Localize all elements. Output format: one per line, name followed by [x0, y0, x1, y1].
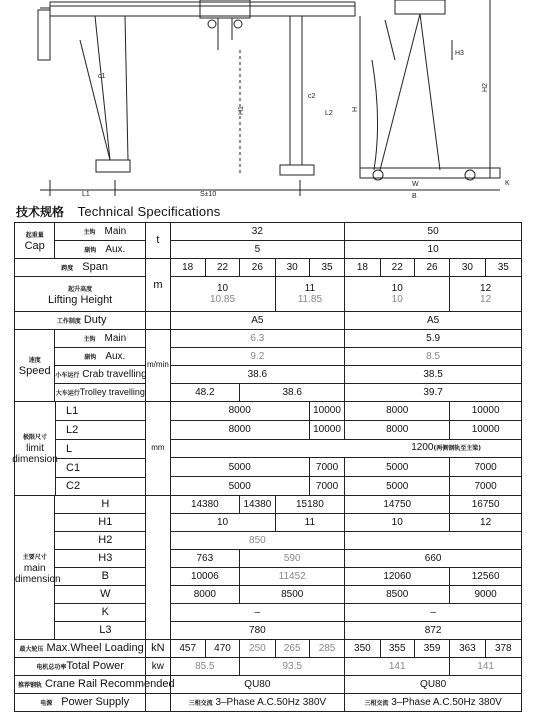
cell: 470: [205, 640, 239, 658]
cap-main-label: 主钩 Main: [55, 223, 146, 241]
row-speed-aux: [15, 348, 522, 366]
cell: 7000: [309, 458, 344, 477]
dim-h-label: H: [55, 496, 146, 514]
cell: 35: [309, 259, 344, 277]
supply-unit: [146, 694, 170, 712]
row-dim-h1: [15, 514, 522, 532]
limit-l-label: L: [56, 440, 145, 459]
cell: 7000: [450, 477, 522, 496]
cell: 1200(两侧钢轨至主梁): [170, 439, 521, 458]
cell: 8000: [170, 402, 309, 421]
drawing-label-h: H: [352, 106, 359, 112]
cell: 50: [345, 223, 522, 241]
limit-l1-label: L1: [56, 402, 145, 421]
cell: 30: [450, 259, 485, 277]
cell: 10000: [309, 420, 344, 439]
limit-label: 极限尺寸 limit dimension: [15, 402, 56, 495]
drawing-label-s10: S±10: [200, 191, 217, 198]
limit-l2-label: L2: [56, 421, 145, 440]
cell: 10 10.85: [170, 277, 275, 312]
dim-h2-label: H2: [55, 532, 146, 550]
lifting-label: 起升高度 Lifting Height: [15, 277, 146, 312]
cell: 35: [485, 259, 521, 277]
row-speed-main: [15, 330, 522, 348]
cell: 10: [345, 514, 450, 532]
drawing-label-h3: H3: [455, 50, 464, 57]
drawing-label-h1: H1: [238, 106, 245, 115]
row-power-supply: [15, 694, 522, 712]
limit-c2-label: C2: [66, 480, 81, 492]
row-dim-h: [15, 496, 522, 514]
span-unit: m: [146, 259, 170, 312]
cell: 8000: [170, 420, 309, 439]
cell: 15180: [275, 496, 345, 514]
row-cap-main: [15, 223, 522, 241]
drawing-label-c2: c2: [308, 93, 316, 100]
cell: 12 12: [450, 277, 522, 312]
crane-drawing: [0, 0, 536, 200]
cell: 10 10: [345, 277, 450, 312]
cell: 10000: [309, 402, 344, 421]
cap-label: 起重量 Cap: [15, 223, 55, 259]
cell: QU80: [345, 676, 522, 694]
cell: –: [170, 604, 345, 622]
cell: 10: [345, 241, 522, 259]
cap-unit: t: [146, 223, 170, 259]
cell: 39.7: [345, 384, 522, 402]
row-speed-crab: [15, 366, 522, 384]
cell: 三相交流 3–Phase A.C.50Hz 380V: [170, 694, 345, 712]
cell: 10006: [170, 568, 240, 586]
dim-w-label: W: [55, 586, 146, 604]
cell: 7000: [450, 458, 522, 477]
cell: 8500: [240, 586, 345, 604]
limit-block: [12, 402, 146, 496]
speed-aux-label: 副钩 Aux.: [55, 348, 146, 366]
drawing-label-h2: H2: [482, 83, 489, 92]
cell: 11452: [240, 568, 345, 586]
drawing-label-k: K: [505, 180, 510, 187]
row-dim-w: [15, 586, 522, 604]
cell: 457: [170, 640, 205, 658]
supply-label: 电源 Power Supply: [15, 694, 146, 712]
cell: 5000: [170, 458, 309, 477]
cell: 10: [170, 514, 275, 532]
speed-main-label: 主钩 Main: [55, 330, 146, 348]
cell: 26: [240, 259, 275, 277]
cell: 93.5: [240, 658, 345, 676]
cell: QU80: [170, 676, 345, 694]
cell: 22: [380, 259, 414, 277]
row-dim-h2: [15, 532, 522, 550]
drawing-label-l1: L1: [82, 191, 90, 198]
row-dim-l3: [15, 622, 522, 640]
cell: 9000: [450, 586, 522, 604]
main-dim-unit: [146, 496, 170, 640]
cell: 7000: [309, 477, 344, 496]
speed-trolley-label: 大车运行Trolley travelling: [55, 384, 146, 402]
cell: 355: [380, 640, 414, 658]
cell: 38.6: [240, 384, 345, 402]
cell: 18: [345, 259, 380, 277]
cell: 359: [414, 640, 449, 658]
cell: 16750: [450, 496, 522, 514]
speed-crab-label: 小车运行 Crab travelling: [55, 366, 146, 384]
drawing-label-w: W: [412, 181, 419, 188]
cell: A5: [170, 312, 345, 330]
cell: 5: [170, 241, 345, 259]
duty-unit: [146, 312, 170, 330]
row-total-power: [15, 658, 522, 676]
specifications-table: [14, 222, 522, 712]
cell: –: [345, 604, 522, 622]
limit-unit: mm: [146, 402, 170, 496]
cell: 11 11.85: [275, 277, 345, 312]
cell: 378: [485, 640, 521, 658]
cell: 38.5: [345, 366, 522, 384]
power-label: 电机总功率Total Power: [15, 658, 146, 676]
title-english: Technical Specifications: [77, 204, 221, 219]
power-unit: kw: [146, 658, 170, 676]
span-label: 跨度 Span: [15, 259, 146, 277]
row-cap-aux: [15, 241, 522, 259]
cell: 12560: [450, 568, 522, 586]
cell: 590: [240, 550, 345, 568]
cell: 10000: [450, 420, 522, 439]
row-lifting-height: [15, 277, 522, 312]
duty-label: 工作制度 Duty: [15, 312, 146, 330]
wheel-label: 最大轮压 Max.Wheel Loading: [15, 640, 146, 658]
cell: 8000: [170, 586, 240, 604]
wheel-unit: kN: [146, 640, 170, 658]
drawing-label-c1: c1: [98, 73, 106, 80]
cell: A5: [345, 312, 522, 330]
cell: 12060: [345, 568, 450, 586]
cell: 14380: [170, 496, 240, 514]
limit-c1-label: C1: [56, 459, 145, 478]
speed-label: 速度 Speed: [15, 330, 55, 402]
row-dim-k: [15, 604, 522, 622]
cell: 141: [450, 658, 522, 676]
cell: 5000: [345, 477, 450, 496]
cell: 5000: [170, 477, 309, 496]
cell: 48.2: [170, 384, 240, 402]
cell: 660: [345, 550, 522, 568]
cell: 141: [345, 658, 450, 676]
cell: 12: [450, 514, 522, 532]
row-dim-h3: [15, 550, 522, 568]
section-title: [16, 203, 220, 220]
cell: 763: [170, 550, 240, 568]
cell: 5.9: [345, 330, 522, 348]
cell: 250: [240, 640, 275, 658]
cell: 8000: [345, 402, 450, 421]
cell: 14750: [345, 496, 450, 514]
cell: 285: [309, 640, 344, 658]
cell: 26: [414, 259, 449, 277]
cell: 38.6: [170, 366, 345, 384]
cell: 18: [170, 259, 205, 277]
main-dim-label: 主要尺寸 main dimension: [15, 496, 55, 640]
cell: 三相交流 3–Phase A.C.50Hz 380V: [345, 694, 522, 712]
cell: [345, 532, 522, 550]
row-wheel-loading: [15, 640, 522, 658]
cell: 8.5: [345, 348, 522, 366]
row-dim-b: [15, 568, 522, 586]
cell: 14380: [240, 496, 275, 514]
title-chinese: 技术规格: [16, 205, 65, 219]
dim-h1-label: H1: [55, 514, 146, 532]
cell: 9.2: [170, 348, 345, 366]
drawing-label-b: B: [412, 193, 417, 200]
cell: 32: [170, 223, 345, 241]
dim-k-label: K: [55, 604, 146, 622]
cell: 6.3: [170, 330, 345, 348]
cell: 8500: [345, 586, 450, 604]
cell: 8000: [345, 420, 450, 439]
speed-unit: m/min: [146, 330, 170, 402]
row-crane-rail: [15, 676, 522, 694]
cell: 85.5: [170, 658, 240, 676]
cell: 363: [450, 640, 485, 658]
drawing-label-l2: L2: [325, 110, 333, 117]
dim-l3-label: L3: [55, 622, 146, 640]
row-duty: [15, 312, 522, 330]
row-speed-trolley: [15, 384, 522, 402]
cell: 10000: [450, 402, 522, 421]
cell: 5000: [345, 458, 450, 477]
cell: 350: [345, 640, 380, 658]
cell: 11: [275, 514, 345, 532]
row-span: [15, 259, 522, 277]
cell: 850: [170, 532, 345, 550]
rail-label: 推荐钢轨 Crane Rail Recommended: [15, 676, 146, 694]
dim-b-label: B: [55, 568, 146, 586]
cell: 265: [275, 640, 309, 658]
row-limit-l1: [15, 402, 522, 421]
cell: 872: [345, 622, 522, 640]
cell: 22: [205, 259, 239, 277]
dim-h3-label: H3: [55, 550, 146, 568]
cap-aux-label: 副钩 Aux.: [55, 241, 146, 259]
cell: 780: [170, 622, 345, 640]
cell: 30: [275, 259, 309, 277]
